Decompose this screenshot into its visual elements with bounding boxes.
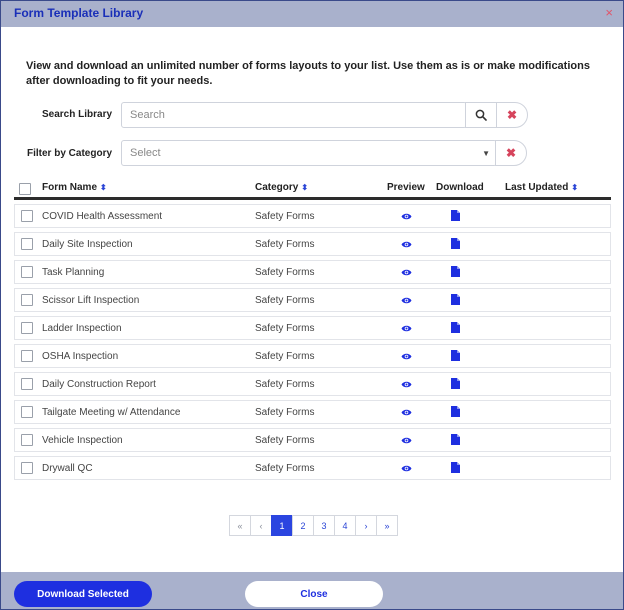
clear-icon: ✖ bbox=[506, 108, 518, 122]
select-all-checkbox[interactable] bbox=[19, 183, 31, 195]
column-category[interactable] bbox=[255, 182, 308, 193]
row-form-name: Vehicle Inspection bbox=[42, 435, 123, 446]
row-checkbox[interactable] bbox=[21, 434, 33, 446]
close-icon[interactable]: × bbox=[605, 5, 613, 20]
category-select[interactable] bbox=[121, 140, 497, 166]
row-category: Safety Forms bbox=[255, 435, 315, 446]
row-checkbox[interactable] bbox=[21, 294, 33, 306]
document-icon[interactable] bbox=[451, 322, 460, 333]
search-icon bbox=[475, 109, 487, 121]
row-form-name: Task Planning bbox=[42, 267, 105, 278]
row-category: Safety Forms bbox=[255, 351, 315, 362]
search-label: Search Library bbox=[42, 109, 113, 120]
table-row bbox=[14, 316, 611, 340]
table-row bbox=[14, 400, 611, 424]
column-form-name[interactable] bbox=[42, 182, 107, 193]
chevron-down-icon: ▼ bbox=[482, 149, 490, 158]
filter-clear-button[interactable] bbox=[495, 140, 527, 166]
eye-icon[interactable] bbox=[401, 380, 412, 389]
table-row bbox=[14, 288, 611, 312]
document-icon[interactable] bbox=[451, 434, 460, 445]
row-form-name: Daily Construction Report bbox=[42, 379, 156, 390]
row-form-name: Drywall QC bbox=[42, 463, 93, 474]
page-next-button[interactable]: › bbox=[355, 515, 377, 536]
dialog-title: Form Template Library bbox=[14, 6, 144, 20]
eye-icon[interactable] bbox=[401, 240, 412, 249]
sort-icon: ⬍ bbox=[571, 183, 579, 192]
row-checkbox[interactable] bbox=[21, 322, 33, 334]
row-category: Safety Forms bbox=[255, 267, 315, 278]
column-preview: Preview bbox=[387, 182, 425, 193]
row-checkbox[interactable] bbox=[21, 266, 33, 278]
dialog-titlebar bbox=[1, 1, 623, 27]
page-4-button[interactable]: 4 bbox=[334, 515, 356, 536]
eye-icon[interactable] bbox=[401, 268, 412, 277]
table-row bbox=[14, 456, 611, 480]
table-row bbox=[14, 428, 611, 452]
page-3-button[interactable]: 3 bbox=[313, 515, 335, 536]
page-last-button[interactable]: » bbox=[376, 515, 398, 536]
row-form-name: Daily Site Inspection bbox=[42, 239, 133, 250]
row-category: Safety Forms bbox=[255, 323, 315, 334]
page-prev-button[interactable]: ‹ bbox=[250, 515, 272, 536]
table-row bbox=[14, 232, 611, 256]
page-2-button[interactable]: 2 bbox=[292, 515, 314, 536]
row-form-name: Tailgate Meeting w/ Attendance bbox=[42, 407, 181, 418]
download-selected-button[interactable]: Download Selected bbox=[14, 581, 152, 607]
row-checkbox[interactable] bbox=[21, 238, 33, 250]
row-form-name: COVID Health Assessment bbox=[42, 211, 163, 222]
dialog-footer bbox=[1, 572, 623, 609]
pagination bbox=[230, 515, 398, 536]
category-select-value: Select bbox=[130, 147, 161, 159]
row-form-name: Scissor Lift Inspection bbox=[42, 295, 140, 306]
page-first-button[interactable]: « bbox=[229, 515, 251, 536]
table-header bbox=[14, 180, 611, 200]
row-category: Safety Forms bbox=[255, 379, 315, 390]
row-category: Safety Forms bbox=[255, 295, 315, 306]
row-category: Safety Forms bbox=[255, 211, 315, 222]
document-icon[interactable] bbox=[451, 294, 460, 305]
document-icon[interactable] bbox=[451, 406, 460, 417]
row-checkbox[interactable] bbox=[21, 406, 33, 418]
column-last-updated[interactable] bbox=[505, 182, 578, 193]
row-checkbox[interactable] bbox=[21, 210, 33, 222]
row-form-name: Ladder Inspection bbox=[42, 323, 122, 334]
eye-icon[interactable] bbox=[401, 436, 412, 445]
document-icon[interactable] bbox=[451, 210, 460, 221]
close-button[interactable]: Close bbox=[245, 581, 383, 607]
page-1-button[interactable]: 1 bbox=[271, 515, 293, 536]
column-category-label: Category bbox=[255, 182, 299, 193]
table-row bbox=[14, 372, 611, 396]
eye-icon[interactable] bbox=[401, 324, 412, 333]
table-row bbox=[14, 260, 611, 284]
row-category: Safety Forms bbox=[255, 239, 315, 250]
document-icon[interactable] bbox=[451, 238, 460, 249]
eye-icon[interactable] bbox=[401, 212, 412, 221]
eye-icon[interactable] bbox=[401, 352, 412, 361]
table-row bbox=[14, 344, 611, 368]
row-form-name: OSHA Inspection bbox=[42, 351, 119, 362]
intro-text: View and download an unlimited number of forms layouts to your list. Use them as is or make modifications after downloading to fit your needs. bbox=[26, 60, 590, 87]
sort-icon: ⬍ bbox=[301, 183, 309, 192]
sort-icon: ⬍ bbox=[100, 183, 107, 192]
row-checkbox[interactable] bbox=[21, 378, 33, 390]
document-icon[interactable] bbox=[451, 378, 460, 389]
filter-label: Filter by Category bbox=[27, 148, 113, 159]
column-form-name-label: Form Name bbox=[42, 182, 98, 193]
search-button[interactable] bbox=[465, 102, 497, 128]
eye-icon[interactable] bbox=[401, 408, 412, 417]
row-category: Safety Forms bbox=[255, 407, 315, 418]
search-clear-button[interactable] bbox=[496, 102, 528, 128]
row-category: Safety Forms bbox=[255, 463, 315, 474]
document-icon[interactable] bbox=[451, 462, 460, 473]
table-row bbox=[14, 204, 611, 228]
eye-icon[interactable] bbox=[401, 296, 412, 305]
column-download: Download bbox=[436, 182, 484, 193]
eye-icon[interactable] bbox=[401, 464, 412, 473]
document-icon[interactable] bbox=[451, 350, 460, 361]
row-checkbox[interactable] bbox=[21, 462, 33, 474]
search-input[interactable]: Search bbox=[121, 102, 467, 128]
column-last-updated-label: Last Updated bbox=[505, 182, 569, 193]
clear-icon: ✖ bbox=[505, 146, 517, 160]
document-icon[interactable] bbox=[451, 266, 460, 277]
row-checkbox[interactable] bbox=[21, 350, 33, 362]
